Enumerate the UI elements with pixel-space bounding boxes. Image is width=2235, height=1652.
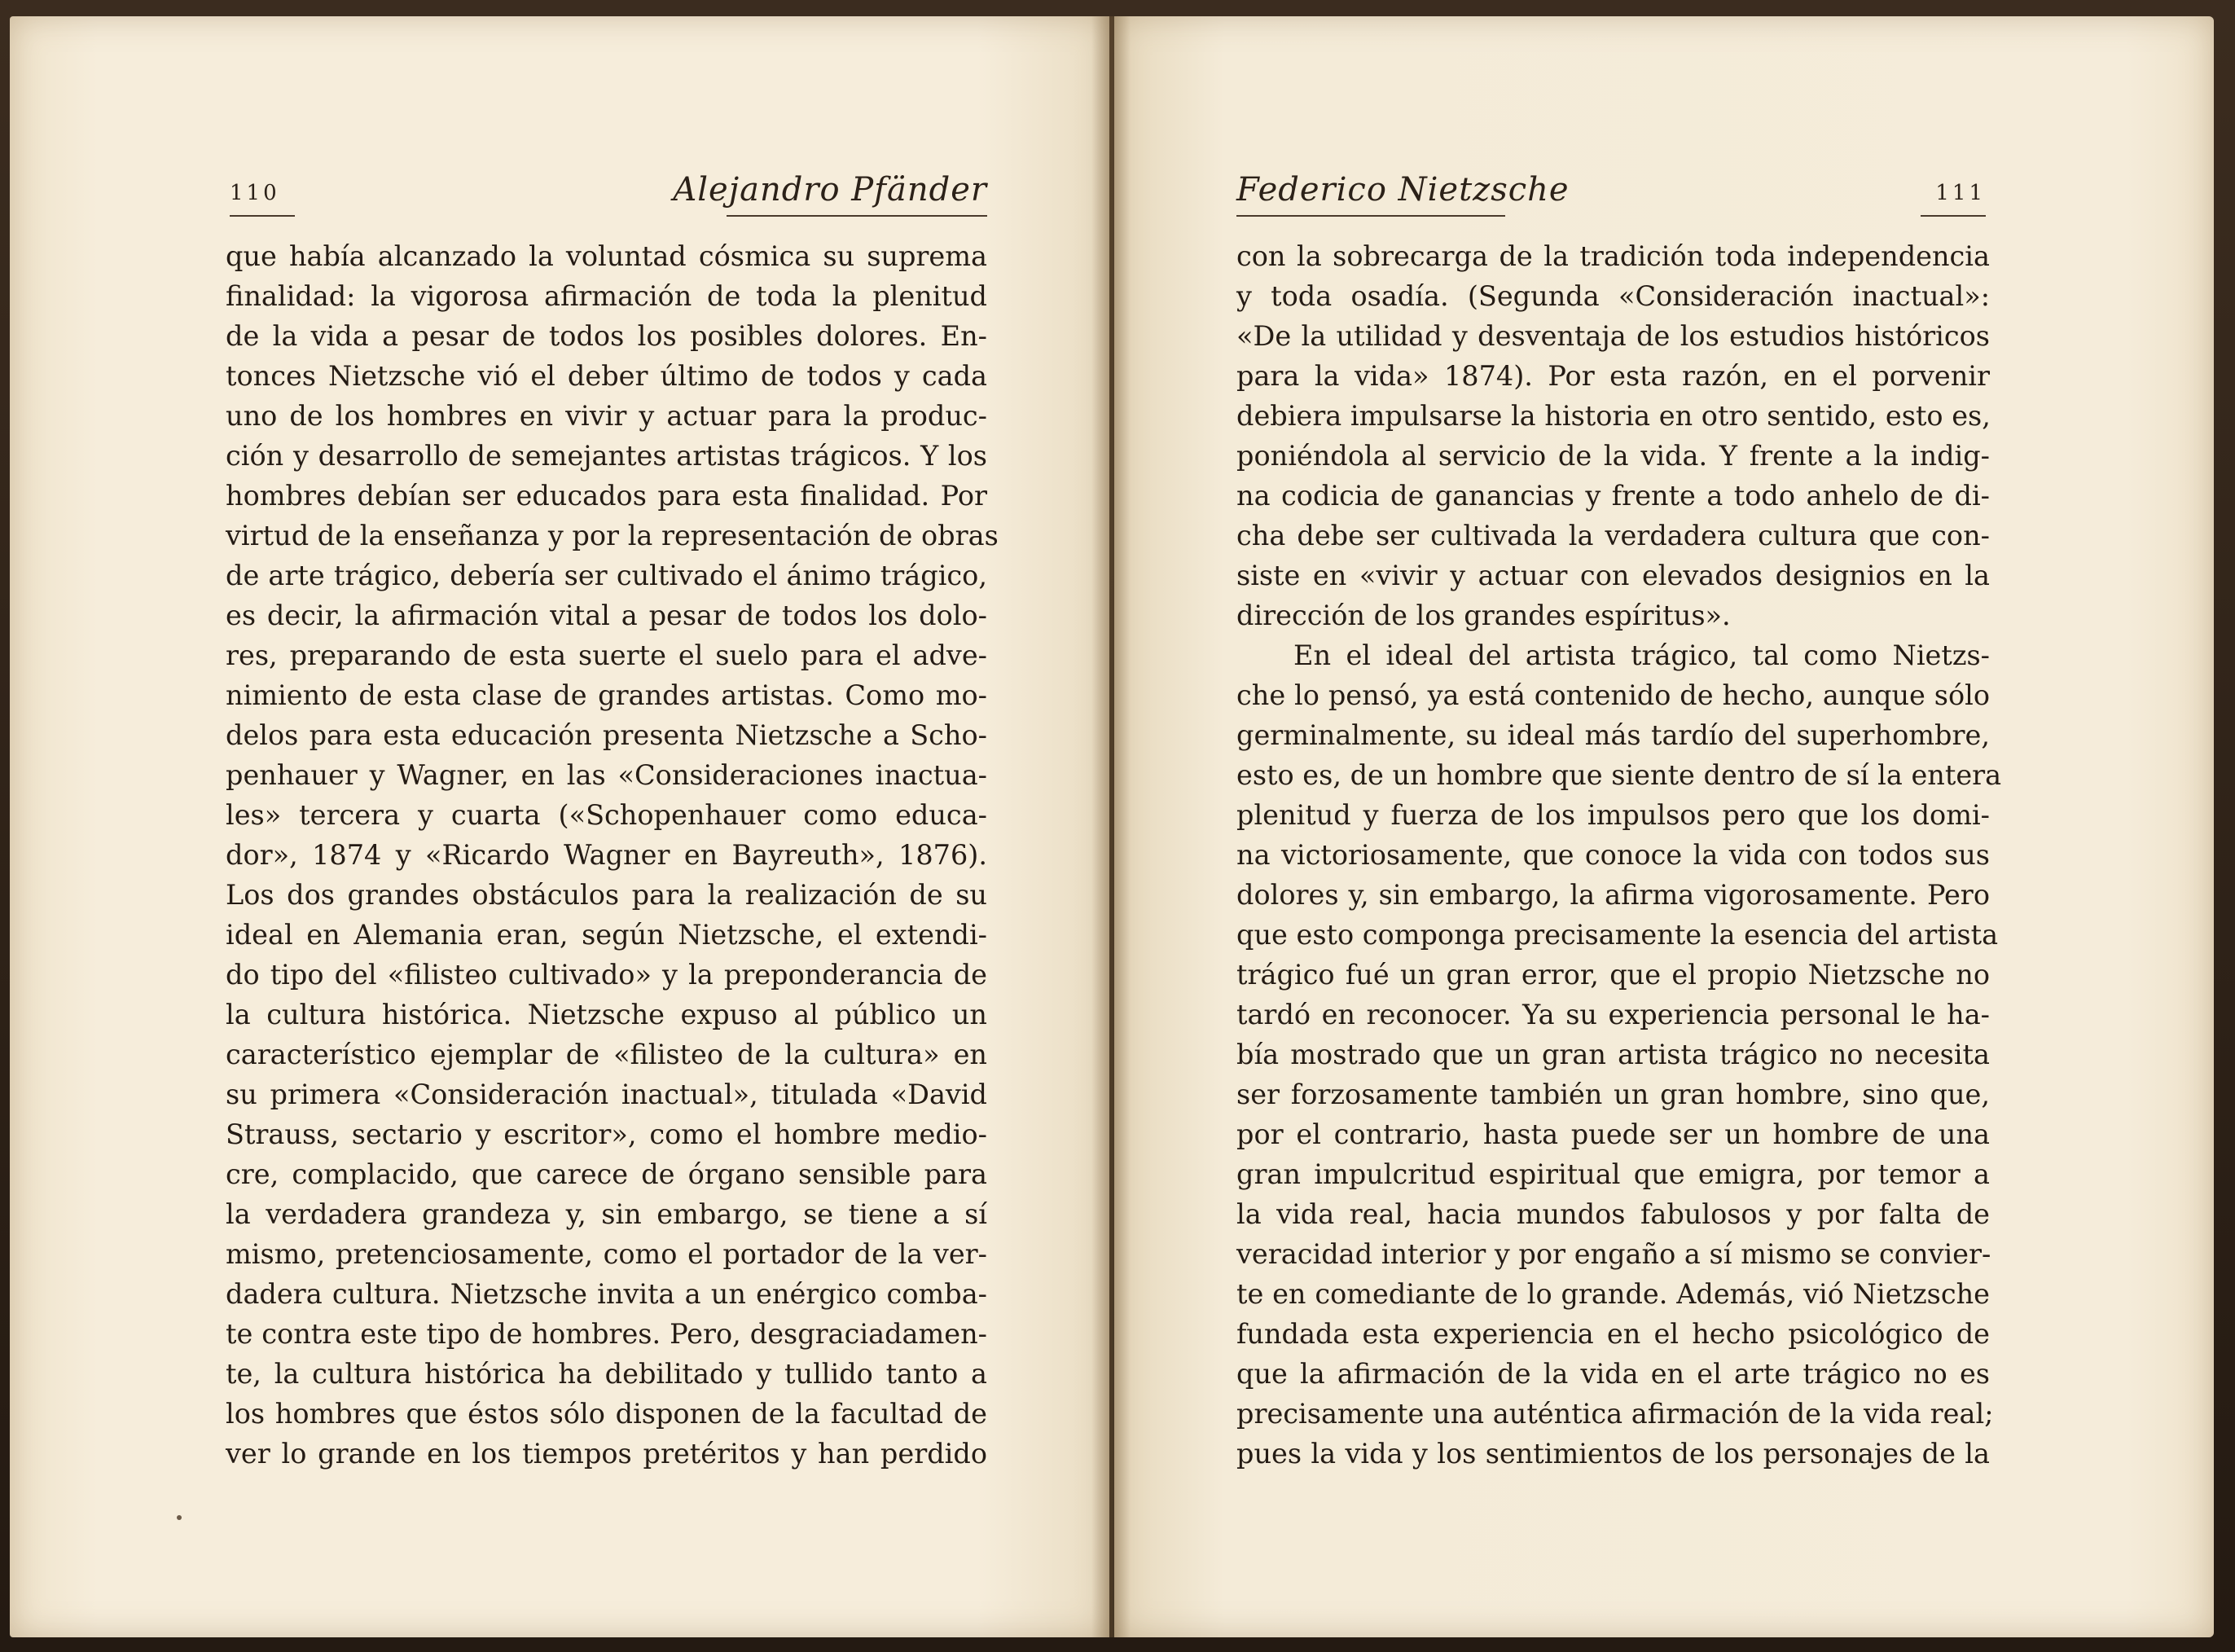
left-page bbox=[10, 16, 1109, 1637]
text-line: delos para esta educación presenta Nietzsche a Scho- bbox=[226, 719, 987, 751]
right-page bbox=[1114, 16, 2214, 1637]
right-running-head bbox=[1236, 171, 1986, 212]
page-number: 111 bbox=[1935, 181, 1986, 205]
text-line: cre, complacido, que carece de órgano sensible para bbox=[226, 1158, 987, 1190]
text-line: siste en «vivir y actuar con elevados designios en la bbox=[1236, 560, 1990, 591]
text-line: característico ejemplar de «filisteo de la cultura» en bbox=[226, 1039, 987, 1070]
head-rule bbox=[230, 215, 295, 217]
text-line: para la vida» 1874). Por esta razón, en el porvenir bbox=[1236, 360, 1990, 392]
text-line: do tipo del «filisteo cultivado» y la preponderancia de bbox=[226, 959, 987, 991]
text-line: poniéndola al servicio de la vida. Y frente a la indig- bbox=[1236, 440, 1990, 472]
text-line: que la afirmación de la vida en el arte trágico no es bbox=[1236, 1358, 1990, 1390]
text-line: cha debe ser cultivada la verdadera cultura que con- bbox=[1236, 520, 1990, 551]
text-line: te, la cultura histórica ha debilitado y tullido tanto a bbox=[226, 1358, 987, 1390]
text-line: pues la vida y los sentimientos de los personajes de la bbox=[1236, 1438, 1990, 1470]
head-rule bbox=[1921, 215, 1986, 217]
text-line: virtud de la enseñanza y por la representación de obras bbox=[226, 520, 999, 551]
text-line: los hombres que éstos sólo disponen de la facultad de bbox=[226, 1398, 987, 1430]
text-line: mismo, pretenciosamente, como el portador de la ver- bbox=[226, 1238, 987, 1270]
text-line: ver lo grande en los tiempos pretéritos y han perdido bbox=[226, 1438, 987, 1470]
text-line: germinalmente, su ideal más tardío del superhombre, bbox=[1236, 719, 1990, 751]
text-line: veracidad interior y por engaño a sí mismo se convier- bbox=[1236, 1238, 1991, 1270]
text-line: res, preparando de esta suerte el suelo para el adve- bbox=[226, 639, 987, 671]
text-line: nimiento de esta clase de grandes artistas. Como mo- bbox=[226, 679, 987, 711]
book-gutter bbox=[1091, 16, 1131, 1637]
text-line: ción y desarrollo de semejantes artistas trágicos. Y los bbox=[226, 440, 987, 472]
text-line: con la sobrecarga de la tradición toda independencia bbox=[1236, 240, 1990, 272]
text-line: esto es, de un hombre que siente dentro de sí la entera bbox=[1236, 759, 2002, 791]
text-line: que había alcanzado la voluntad cósmica su suprema bbox=[226, 240, 987, 272]
text-line: uno de los hombres en vivir y actuar para la produc- bbox=[226, 400, 987, 432]
text-line: que esto componga precisamente la esencia del artista bbox=[1236, 919, 1999, 951]
text-line: de la vida a pesar de todos los posibles dolores. En- bbox=[226, 320, 987, 352]
text-line: fundada esta experiencia en el hecho psicológico de bbox=[1236, 1318, 1990, 1350]
right-body-text bbox=[1236, 236, 2002, 1474]
text-line: y toda osadía. (Segunda «Consideración inactual»: bbox=[1236, 280, 1990, 312]
text-line: tonces Nietzsche vió el deber último de todos y cada bbox=[226, 360, 987, 392]
text-line: debiera impulsarse la historia en otro sentido, esto es, bbox=[1236, 400, 1991, 432]
text-line: la verdadera grandeza y, sin embargo, se tiene a sí bbox=[226, 1198, 987, 1230]
text-line: dadera cultura. Nietzsche invita a un enérgico comba- bbox=[226, 1278, 987, 1310]
text-line: bía mostrado que un gran artista trágico no necesita bbox=[1236, 1039, 1990, 1070]
text-line: Los dos grandes obstáculos para la realización de su bbox=[226, 879, 987, 911]
text-line: ideal en Alemania eran, según Nietzsche, el extendi- bbox=[226, 919, 987, 951]
text-line: na victoriosamente, que conoce la vida con todos sus bbox=[1236, 839, 1990, 871]
text-line: hombres debían ser educados para esta finalidad. Por bbox=[226, 480, 987, 512]
text-line: plenitud y fuerza de los impulsos pero que los domi- bbox=[1236, 799, 1990, 831]
text-line: finalidad: la vigorosa afirmación de toda la plenitud bbox=[226, 280, 987, 312]
left-body-text bbox=[226, 236, 999, 1474]
running-title: Federico Nietzsche bbox=[1236, 171, 1570, 209]
text-line: dolores y, sin embargo, la afirma vigorosamente. Pero bbox=[1236, 879, 1990, 911]
text-line: ser forzosamente también un gran hombre, sino que, bbox=[1236, 1079, 1990, 1110]
head-rule bbox=[727, 215, 987, 217]
text-line: la vida real, hacia mundos fabulosos y por falta de bbox=[1236, 1198, 1990, 1230]
text-line: les» tercera y cuarta («Schopenhauer como educa- bbox=[226, 799, 987, 831]
text-line: tardó en reconocer. Ya su experiencia personal le ha- bbox=[1236, 999, 1990, 1030]
text-line: la cultura histórica. Nietzsche expuso al público un bbox=[226, 999, 987, 1030]
text-line: es decir, la afirmación vital a pesar de todos los dolo- bbox=[226, 600, 987, 631]
paper-speck bbox=[177, 1515, 182, 1520]
running-title: Alejandro Pfänder bbox=[673, 171, 987, 209]
text-line: En el ideal del artista trágico, tal como Nietzs- bbox=[1293, 639, 1990, 671]
text-line: che lo pensó, ya está contenido de hecho, aunque sólo bbox=[1236, 679, 1990, 711]
text-line: «De la utilidad y desventaja de los estudios históricos bbox=[1236, 320, 1990, 352]
text-line: na codicia de ganancias y frente a todo anhelo de di- bbox=[1236, 480, 1990, 512]
text-line: Strauss, sectario y escritor», como el hombre medio- bbox=[226, 1118, 987, 1150]
text-line: dirección de los grandes espíritus». bbox=[1236, 600, 1731, 631]
text-line: su primera «Consideración inactual», titulada «David bbox=[226, 1079, 987, 1110]
text-line: trágico fué un gran error, que el propio Nietzsche no bbox=[1236, 959, 1990, 991]
text-line: te contra este tipo de hombres. Pero, desgraciadamen- bbox=[226, 1318, 987, 1350]
text-line: penhauer y Wagner, en las «Consideraciones inactua- bbox=[226, 759, 987, 791]
text-line: gran impulcritud espiritual que emigra, por temor a bbox=[1236, 1158, 1990, 1190]
text-line: por el contrario, hasta puede ser un hombre de una bbox=[1236, 1118, 1990, 1150]
page-number: 110 bbox=[230, 181, 280, 205]
text-line: dor», 1874 y «Ricardo Wagner en Bayreuth», 1876). bbox=[226, 839, 987, 871]
text-line: precisamente una auténtica afirmación de la vida real; bbox=[1236, 1398, 1994, 1430]
head-rule bbox=[1236, 215, 1505, 217]
text-line: de arte trágico, debería ser cultivado el ánimo trágico, bbox=[226, 560, 987, 591]
left-running-head bbox=[230, 171, 987, 212]
text-line: te en comediante de lo grande. Además, vió Nietzsche bbox=[1236, 1278, 1990, 1310]
